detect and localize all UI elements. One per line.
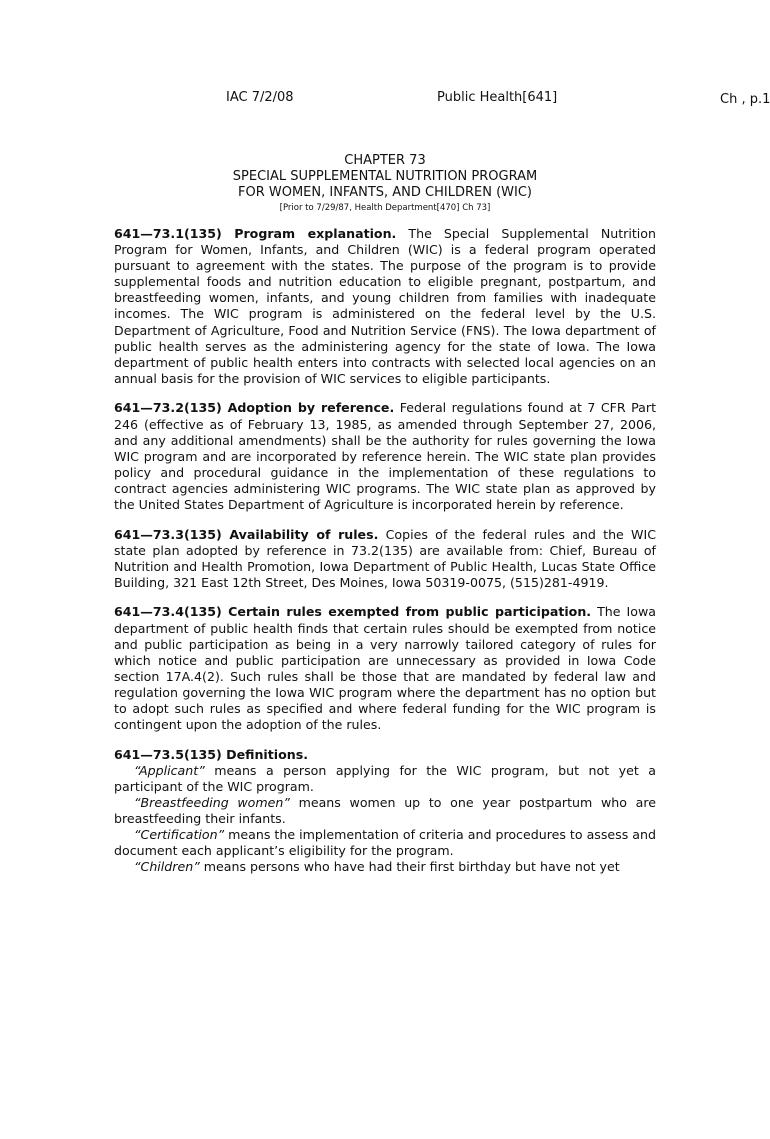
rule-heading: 641—73.3(135) Availability of rules.	[114, 526, 379, 542]
chapter-title-line-1: SPECIAL SUPPLEMENTAL NUTRITION PROGRAM	[232, 169, 538, 184]
rule-73-3	[114, 527, 656, 591]
definition-item	[114, 859, 656, 875]
definition-item	[114, 763, 656, 795]
definition-text: means women up to one year postpartum who are breastfeeding their infants.	[114, 795, 656, 827]
rule-text: Federal regulations found at 7 CFR Part 246 (effective as of February 13, 1985, as amended through September 27, 2006, and any additional amendments) shall be the authority for rules governing the Iowa WIC program and are incorporated by reference herein. The WIC state plan provides policy and procedural guidance in the implementation of these regulations to contract agencies administering WIC programs. The WIC state plan as approved by the United States Department of Agriculture is incorporated herein by reference.	[114, 400, 657, 512]
document-body	[114, 226, 656, 1139]
rule-heading: 641—73.2(135) Adoption by reference.	[114, 400, 395, 416]
rule-73-4	[114, 604, 656, 733]
rule-heading: 641—73.1(135) Program explanation.	[114, 226, 397, 241]
chapter-title-line-2: FOR WOMEN, INFANTS, AND CHILDREN (WIC)	[237, 185, 532, 200]
definition-term: “Breastfeeding women”	[134, 795, 290, 810]
definition-text: means the implementation of criteria and procedures to assess and document each applicant’s eligibility for the program.	[114, 827, 656, 859]
rule-text: The Iowa department of public health finds that certain rules should be exempted from notice and public participation as being in a very narrowly tailored category of rules for which notice and public participation are unnecessary as provided in Iowa Code section 17A.4(2). Such rules shall be those that are mandated by federal law and regulation governing the Iowa WIC program where the department has no option but to adopt such rules as specified and where federal funding for the WIC program is contingent upon the adoption of the rules.	[114, 604, 656, 733]
chapter-title-block	[114, 153, 656, 215]
definition-term: “Certification”	[134, 827, 225, 843]
definition-text: means persons who have had their first birthday but have not yet	[199, 859, 620, 875]
header-date: IAC 7/2/08	[226, 90, 294, 105]
definition-item	[114, 795, 656, 827]
rule-73-2	[114, 400, 656, 513]
header-page-number: Ch , p.1	[720, 92, 770, 107]
definition-term: “Applicant”	[134, 762, 205, 778]
rule-heading: 641—73.4(135) Certain rules exempted from public participation.	[114, 604, 592, 620]
rule-73-1	[114, 226, 656, 387]
chapter-number: CHAPTER 73	[344, 153, 426, 168]
rule-73-5-definitions	[114, 747, 656, 876]
chapter-history-note: [Prior to 7/29/87, Health Department[470] Ch 73]	[279, 203, 491, 213]
definition-item	[114, 827, 656, 859]
definitions-heading: 641—73.5(135) Definitions.	[114, 746, 308, 762]
rule-text: The Special Supplemental Nutrition Program for Women, Infants, and Children (WIC) is a federal program operated pursuant to agreement with the states. The purpose of the program is to provide supplemental foods and nutrition education to eligible pregnant, postpartum, and breastfeeding women, infants, and young children from families with inadequate incomes. The WIC program is administered on the federal level by the U.S. Department of Agriculture, Food and Nutrition Service (FNS). The Iowa department of public health serves as the administering agency for the state of Iowa. The Iowa department of public health enters into contracts with selected local agencies on an annual basis for the provision of WIC services to eligible participants.	[114, 226, 656, 386]
definition-term: “Children”	[134, 859, 200, 875]
definition-text: means a person applying for the WIC program, but not yet a participant of the WIC program.	[114, 762, 656, 794]
rule-text: Copies of the federal rules and the WIC state plan adopted by reference in 73.2(135) are available from: Chief, Bureau of Nutrition and Health Promotion, Iowa Department of Public Health, Lucas State Office Building, 321 East 12th Street, Des Moines, Iowa 50319-0075, (515)281-4919.	[114, 526, 656, 590]
header-agency: Public Health[641]	[437, 90, 558, 105]
